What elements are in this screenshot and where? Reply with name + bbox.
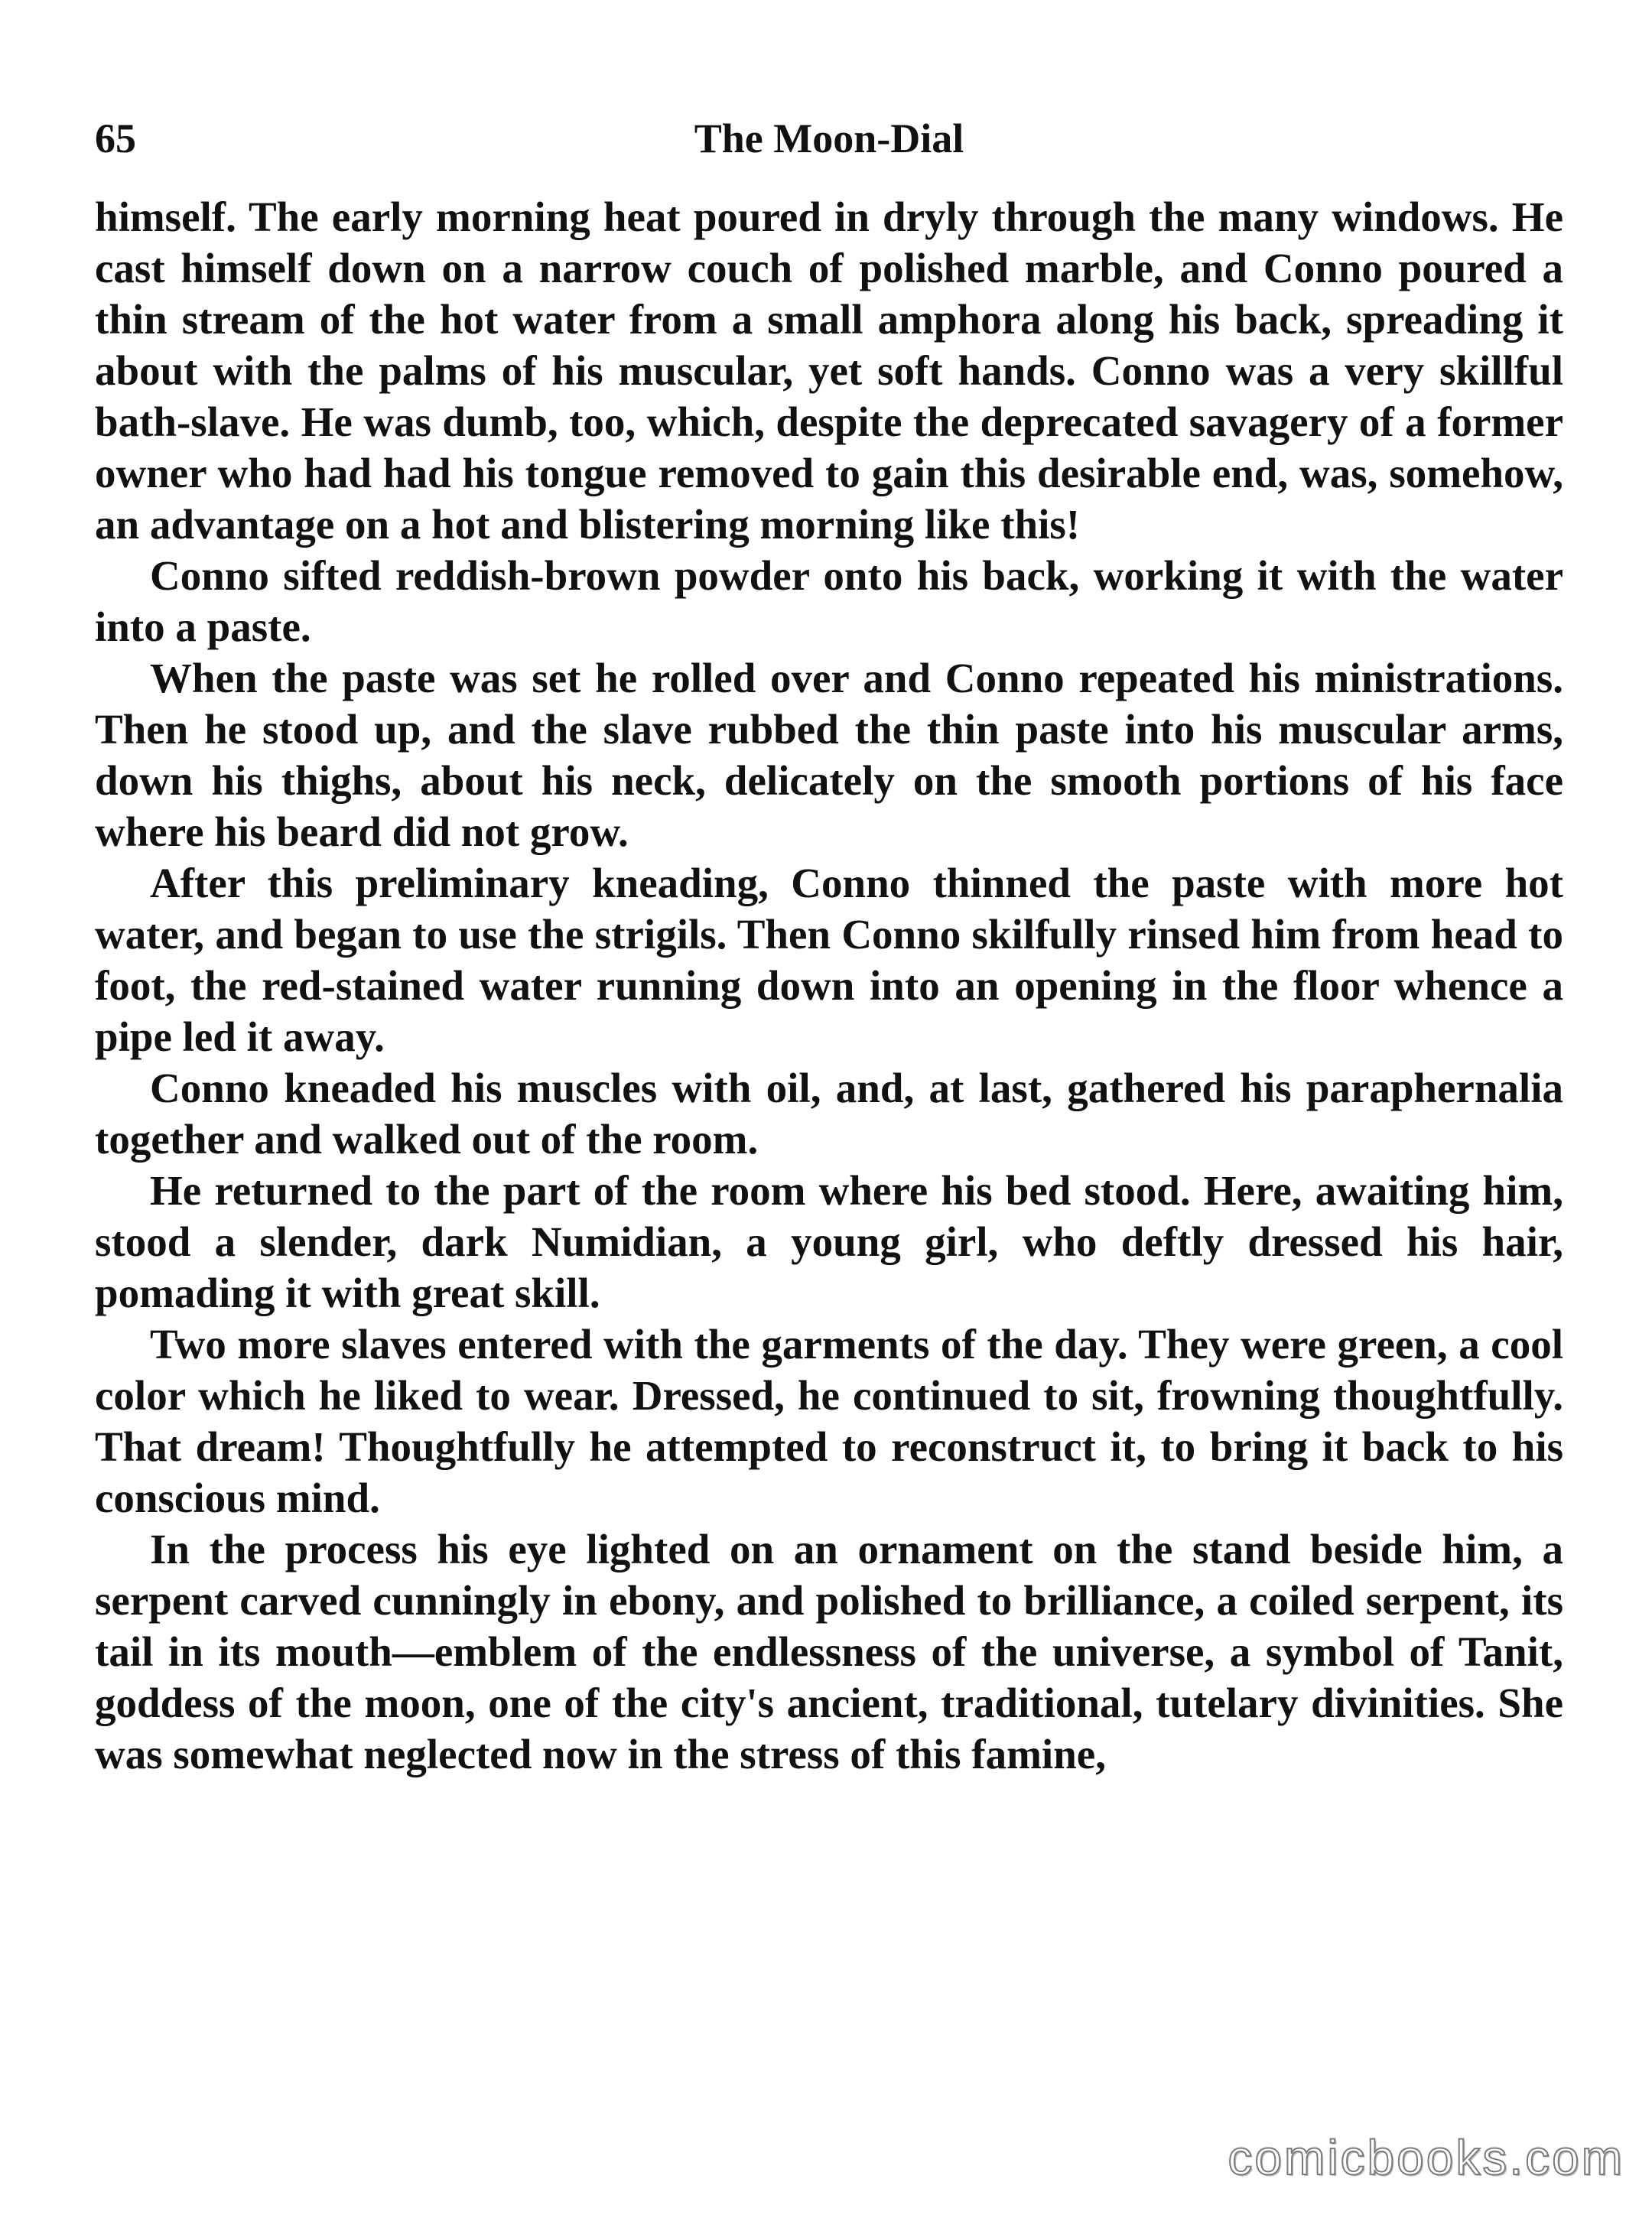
paragraph: He returned to the part of the room where his bed stood. Here, awaiting him, stood a slender, dark Numidian, a young girl, who deftly dressed his hair, pomading it with great skill. bbox=[95, 1167, 1563, 1316]
paragraph: Two more slaves entered with the garments of the day. They were green, a cool color which he liked to wear. Dressed, he continued to sit, frowning thoughtfully. That dream! Thoughtfully he attempted to reconstruct it, to bring it back to his conscious mind. bbox=[95, 1321, 1563, 1521]
body-text bbox=[95, 191, 1563, 1780]
paragraph: After this preliminary kneading, Conno thinned the paste with more hot water, and began to use the strigils. Then Conno skilfully rinsed him from head to foot, the red-stained water running down into an opening in the floor whence a pipe led it away. bbox=[95, 860, 1563, 1060]
paragraph: When the paste was set he rolled over and Conno repeated his ministrations. Then he stood up, and the slave rubbed the thin paste into his muscular arms, down his thighs, about his neck, delicately on the smooth portions of his face where his beard did not grow. bbox=[95, 655, 1563, 855]
paragraph: Conno sifted reddish-brown powder onto his back, working it with the water into a paste. bbox=[95, 552, 1563, 650]
watermark: comicbooks.com bbox=[1228, 2130, 1624, 2185]
paragraph: himself. The early morning heat poured in dryly through the many windows. He cast himself down on a narrow couch of polished marble, and Conno poured a thin stream of the hot water from a small amphora along his back, spreading it about with the palms of his muscular, yet soft hands. Conno was a very skillful bath-slave. He was dumb, too, which, despite the deprecated savagery of a former owner who had had his tongue removed to gain this desirable end, was, somehow, an advantage on a hot and blistering morning like this! bbox=[95, 194, 1563, 548]
running-head bbox=[95, 115, 1563, 184]
book-page bbox=[95, 115, 1563, 1780]
paragraph: Conno kneaded his muscles with oil, and, at last, gathered his paraphernalia together and walked out of the room. bbox=[95, 1065, 1563, 1163]
paragraph: In the process his eye lighted on an ornament on the stand beside him, a serpent carved cunningly in ebony, and polished to brilliance, a coiled serpent, its tail in its mouth—emblem of the endlessness of the universe, a symbol of Tanit, goddess of the moon, one of the city's ancient, traditional, tutelary divinities. She was somewhat neglected now in the stress of this famine, bbox=[95, 1526, 1563, 1777]
running-title: The Moon-Dial bbox=[694, 115, 964, 161]
page-number: 65 bbox=[95, 115, 136, 161]
